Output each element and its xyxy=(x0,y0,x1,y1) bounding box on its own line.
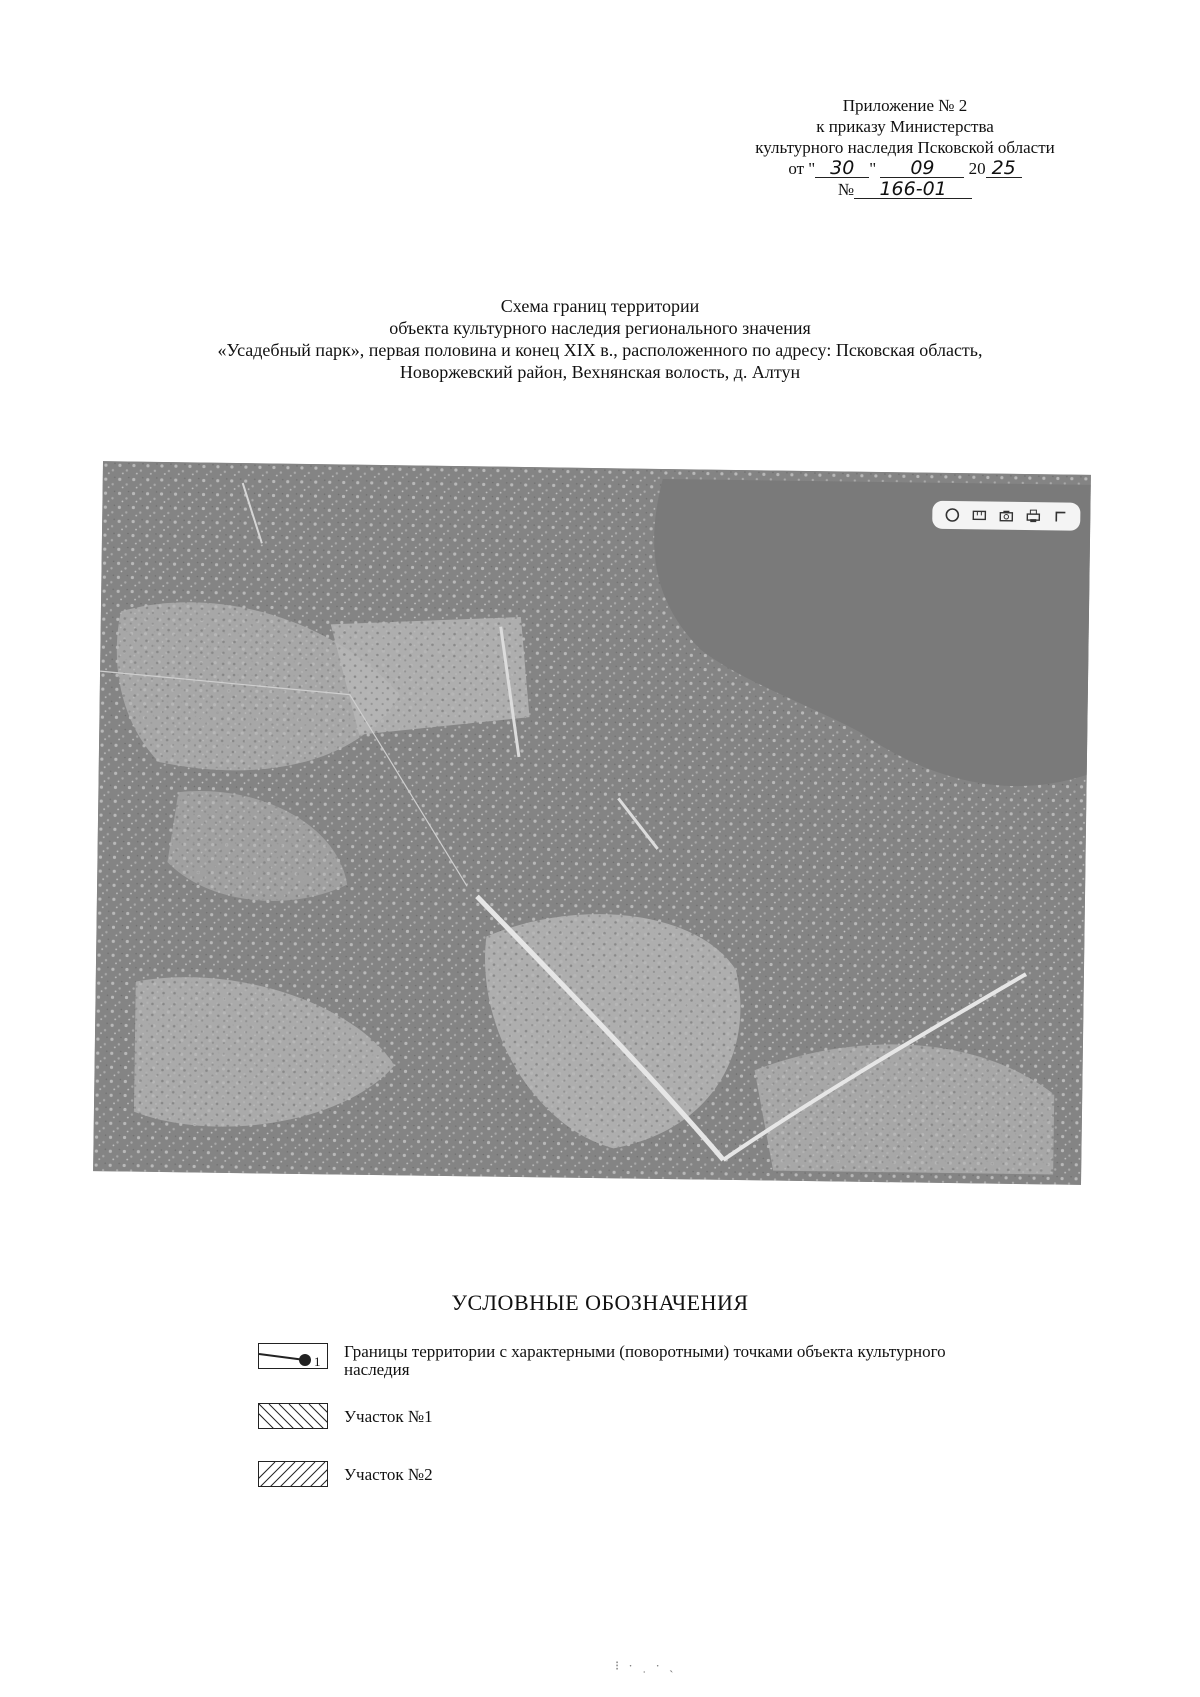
appendix-line1: Приложение № 2 xyxy=(842,96,968,115)
date-month: 09 xyxy=(880,159,964,178)
appendix-header xyxy=(715,95,1095,200)
title-line3: «Усадебный парк», первая половина и конец XIX в., расположенного по адресу: Псковская область, xyxy=(217,340,983,360)
legend-title: УСЛОВНЫЕ ОБОЗНАЧЕНИЯ xyxy=(451,1290,749,1315)
date-quote: " xyxy=(869,159,877,178)
printer-icon[interactable] xyxy=(1024,508,1042,524)
legend-label-plot2: Участок №2 xyxy=(344,1465,433,1484)
camera-icon[interactable] xyxy=(997,508,1015,524)
scan-mark: ⁝ · ˌ · ˏ xyxy=(615,1658,677,1673)
document-title xyxy=(60,295,1140,383)
map-toolbar xyxy=(932,501,1080,531)
legend-label-boundary: Границы территории с характерными (поворотными) точками объекта культурного наследия xyxy=(344,1342,946,1379)
number-prefix: № xyxy=(837,180,855,199)
hatch-backslash-icon xyxy=(258,1403,328,1429)
circle-icon[interactable] xyxy=(943,507,961,523)
date-prefix: от " xyxy=(788,159,816,178)
appendix-line2: к приказу Министерства xyxy=(816,117,994,136)
corner-icon[interactable] xyxy=(1052,508,1070,524)
ruler-icon[interactable] xyxy=(970,507,988,523)
date-year: 25 xyxy=(986,159,1022,178)
date-day: 30 xyxy=(815,159,869,178)
map-imagery xyxy=(93,461,1091,1185)
hatch-slash-icon xyxy=(258,1461,328,1487)
boundary-point-number: 1 xyxy=(314,1354,321,1369)
satellite-map xyxy=(93,461,1091,1185)
title-line4: Новоржевский район, Вехнянская волость, д. Алтун xyxy=(399,362,801,382)
order-number: 166-01 xyxy=(854,180,972,199)
appendix-date xyxy=(715,158,1095,179)
legend-label-plot1: Участок №1 xyxy=(344,1407,433,1426)
appendix-line3: культурного наследия Псковской области xyxy=(755,138,1055,157)
date-year-prefix: 20 xyxy=(968,159,986,178)
title-line2: объекта культурного наследия регионального значения xyxy=(389,318,811,338)
title-line1: Схема границ территории xyxy=(500,296,700,316)
appendix-number xyxy=(715,179,1095,200)
